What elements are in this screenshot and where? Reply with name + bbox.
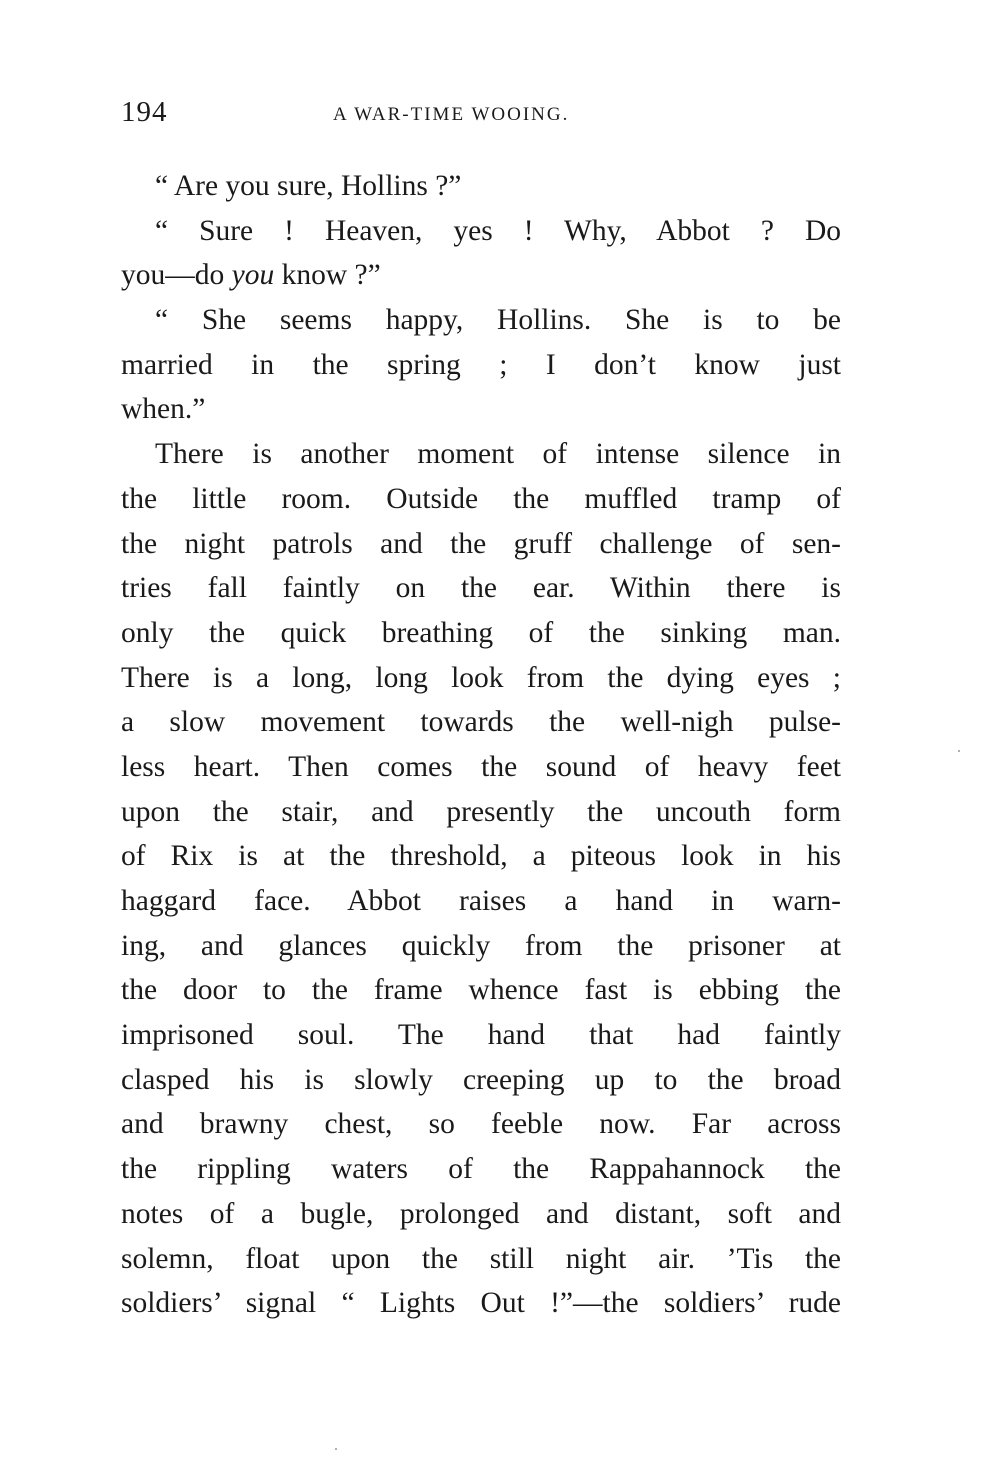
text-line: and brawny chest, so feeble now. Far across — [121, 1108, 841, 1141]
page-number: 194 — [121, 96, 168, 128]
text-line: a slow movement towards the well-nigh pulse- — [121, 706, 841, 739]
text-line: notes of a bugle, prolonged and distant, soft and — [121, 1197, 841, 1230]
scan-speck — [958, 750, 960, 752]
page-header — [121, 96, 841, 136]
text-line: There is a long, long look from the dying eyes ; — [121, 661, 841, 694]
text-line: the door to the frame whence fast is ebbing the — [121, 974, 841, 1007]
text-line: only the quick breathing of the sinking man. — [121, 616, 841, 649]
text-span: know ?” — [274, 259, 381, 292]
running-head: A WAR-TIME WOOING. — [333, 104, 570, 125]
text-line: upon the stair, and presently the uncouth form — [121, 795, 841, 828]
text-line: “ Are you sure, Hollins ?” — [155, 170, 462, 202]
text-line: “ Sure ! Heaven, yes ! Why, Abbot ? Do — [155, 214, 841, 247]
text-line: ing, and glances quickly from the prisoner at — [121, 929, 841, 962]
text-line — [121, 253, 841, 298]
text-line: solemn, float upon the still night air. ’Tis the — [121, 1242, 841, 1275]
body-text — [121, 164, 841, 1326]
text-line: the little room. Outside the muffled tramp of — [121, 482, 841, 515]
text-line: of Rix is at the threshold, a piteous look in his — [121, 840, 841, 873]
text-line: imprisoned soul. The hand that had faintly — [121, 1019, 841, 1052]
text-line: less heart. Then comes the sound of heavy feet — [121, 750, 841, 783]
text-line: haggard face. Abbot raises a hand in warn- — [121, 885, 841, 917]
text-line: “ She seems happy, Hollins. She is to be — [155, 304, 841, 337]
text-line: the night patrols and the gruff challenge of sen- — [121, 527, 841, 560]
text-line: the rippling waters of the Rappahannock the — [121, 1153, 841, 1186]
text-line: There is another moment of intense silence in — [155, 438, 841, 471]
text-line: married in the spring ; I don’t know just — [121, 348, 841, 381]
italic-emphasis: you — [231, 259, 275, 292]
text-line: tries fall faintly on the ear. Within there is — [121, 572, 841, 605]
scan-speck — [335, 1448, 337, 1450]
text-span: you—do — [121, 259, 232, 292]
text-line: when.” — [121, 393, 206, 426]
text-line: soldiers’ signal “ Lights Out !”—the soldiers’ rude — [121, 1287, 841, 1320]
text-line: clasped his is slowly creeping up to the broad — [121, 1063, 841, 1096]
